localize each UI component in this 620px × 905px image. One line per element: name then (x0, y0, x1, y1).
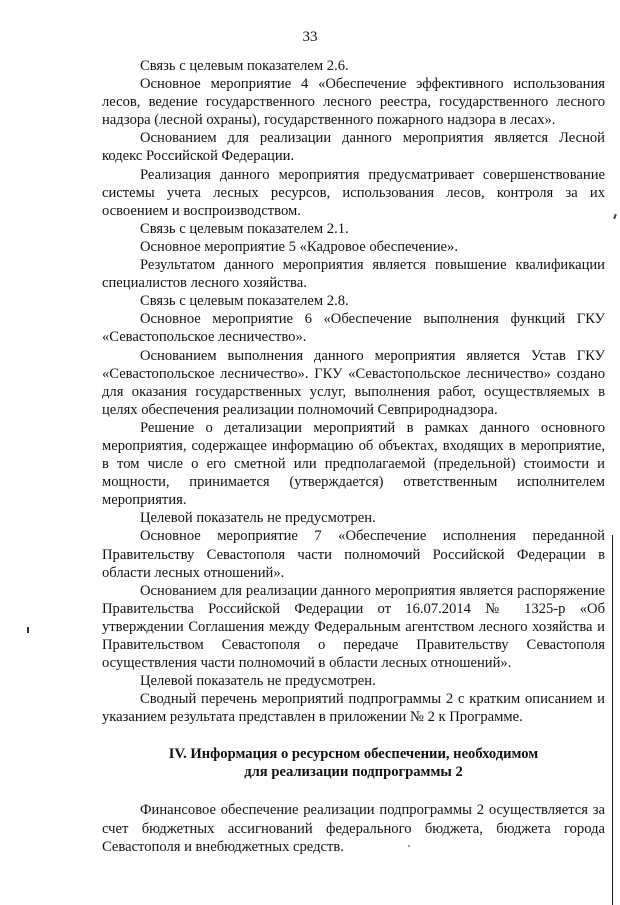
section-heading (102, 745, 605, 781)
paragraph: Сводный перечень мероприятий подпрограммы 2 с кратким описанием и указанием результата представлен в приложении № 2 к Программе. (102, 691, 605, 726)
paragraph: Реализация данного мероприятия предусматривает совершенствование системы учета лесных ресурсов, использования лесов, контроля за их освоением и воспроизводством. (102, 166, 605, 219)
paragraph: Основное мероприятие 7 «Обеспечение исполнения переданной Правительству Севастополя части полномочий Российской Федерации в области лесных отношений». (102, 528, 605, 581)
final-paragraph: Финансовое обеспечение реализации подпрограммы 2 осуществляется за счет бюджетных ассигнований федерального бюджета, бюджета города Севастополя и внебюджетных средств. (102, 802, 605, 855)
margin-tick-mark (613, 214, 617, 219)
paragraph: Целевой показатель не предусмотрен. (140, 510, 376, 527)
paragraph: Результатом данного мероприятия является повышение квалификации специалистов лесного хозяйства. (102, 257, 605, 292)
paragraph: Основанием выполнения данного мероприятия является Устав ГКУ «Севастопольское лесничество». ГКУ «Севастопольское лесничество» создано для оказания государственных услуг, выполнения работ, осуществляемых в целях обеспечения реализации полномочий Севприроднадзора. (102, 347, 605, 418)
section-heading-line-1: IV. Информация о ресурсном обеспечении, необходимом (168, 746, 539, 763)
page-number: 33 (302, 29, 318, 45)
paragraph: Связь с целевым показателем 2.1. (140, 220, 349, 237)
paragraph: Связь с целевым показателем 2.8. (140, 293, 349, 310)
paragraph: Основное мероприятие 5 «Кадровое обеспечение». (140, 238, 458, 255)
paragraph: Целевой показатель не предусмотрен. (140, 673, 376, 690)
margin-scan-line (612, 535, 613, 905)
left-margin-mark (27, 627, 29, 633)
paragraph: Основанием для реализации данного мероприятия является распоряжение Правительства Российской Федерации от 16.07.2014 № 1325-р «Об утверждении Соглашения между Федеральным агентством лесного хозяйства и Правительством Севастополя о передаче Правительству Севастополя осуществления части полномочий в области лесных отношений». (102, 582, 605, 672)
paragraph: Основное мероприятие 4 «Обеспечение эффективного использования лесов, ведение государственного лесного реестра, государственного лесного надзора (лесной охраны), государственного пожарного надзора в лесах». (102, 76, 605, 129)
scan-dot-mark (408, 845, 410, 847)
section-heading-line-2: для реализации подпрограммы 2 (244, 764, 463, 781)
paragraph: Основанием для реализации данного мероприятия является Лесной кодекс Российской Федерации. (102, 130, 605, 165)
paragraph: Основное мероприятие 6 «Обеспечение выполнения функций ГКУ «Севастопольское лесничество». (102, 311, 605, 346)
paragraph: Решение о детализации мероприятий в рамках данного основного мероприятия, содержащее информацию об объектах, входящих в мероприятие, в том числе о его сметной или предполагаемой (предельной) стоимости и мощности, принимается (утверждается) ответственным исполнителем мероприятия. (102, 419, 605, 509)
paragraph: Связь с целевым показателем 2.6. (140, 58, 349, 74)
document-body (102, 57, 605, 856)
